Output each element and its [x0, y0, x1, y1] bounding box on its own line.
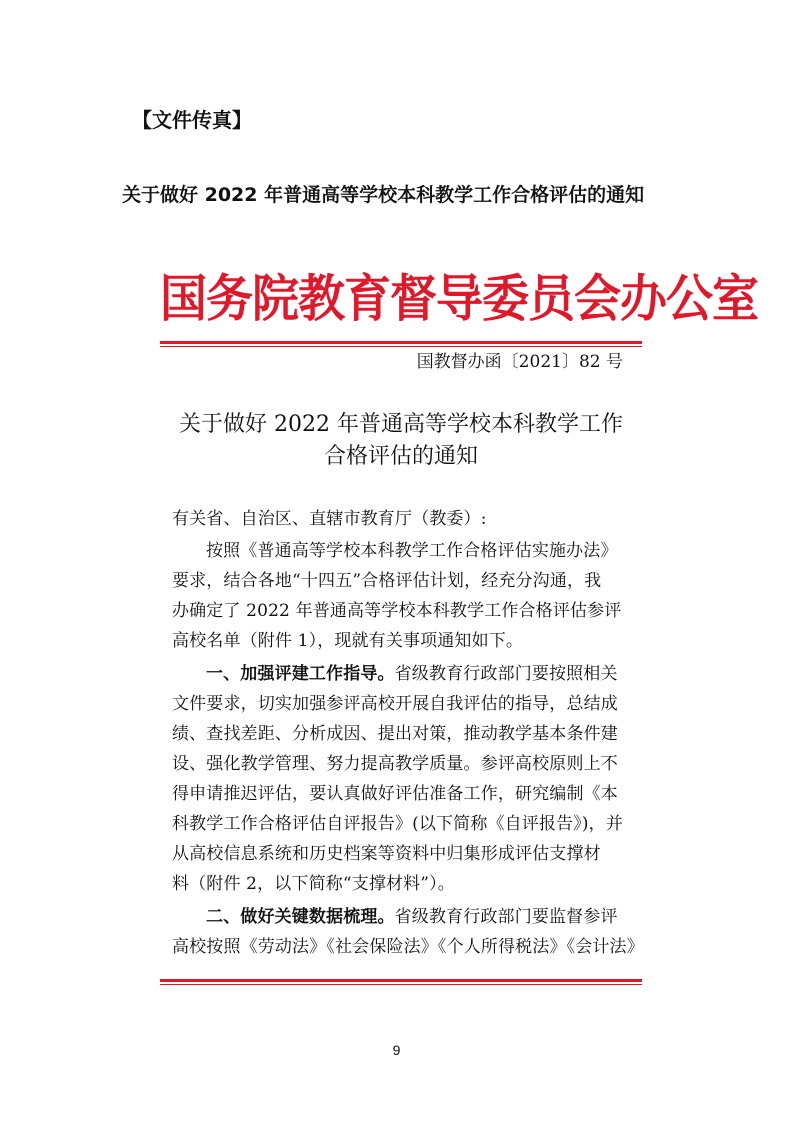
section-1-line: 料（附件 2，以下简称“支撑材料”）。 [172, 874, 455, 894]
footer-red-rule-thin [160, 984, 642, 985]
paragraph-1-line: 高校名单（附件 1），现就有关事项通知如下。 [172, 631, 524, 651]
file-number: 国教督办函〔2021〕82 号 [416, 352, 623, 372]
footer-red-rule [160, 979, 642, 982]
section-1-heading: 一、加强评建工作指导。 [206, 664, 395, 684]
document-heading: 关于做好 2022 年普通高等学校本科教学工作合格评估的通知 [122, 184, 645, 206]
section-1-first-line [206, 662, 618, 686]
letterhead-red-rule-thin [160, 346, 642, 347]
section-1-line: 设、强化教学管理、努力提高教学质量。参评高校原则上不 [172, 754, 618, 774]
salutation: 有关省、自治区、直辖市教育厅（教委）: [172, 509, 487, 529]
paragraph-1-line: 按照《普通高等学校本科教学工作合格评估实施办法》 [206, 541, 618, 561]
section-2-line: 高校按照《劳动法》《社会保险法》《个人所得税法》《会计法》 [172, 937, 644, 957]
section-1-line: 省级教育行政部门要按照相关 [394, 664, 618, 684]
section-2-heading: 二、做好关键数据梳理。 [206, 907, 395, 927]
section-1-line: 从高校信息系统和历史档案等资料中归集形成评估支撑材 [172, 844, 601, 864]
section-1-line: 文件要求，切实加强参评高校开展自我评估的指导，总结成 [172, 694, 618, 714]
paragraph-1-line: 办确定了 2022 年普通高等学校本科教学工作合格评估参评 [172, 601, 622, 621]
page-number: 9 [392, 1042, 401, 1058]
letterhead-red-rule [160, 341, 642, 344]
notice-title-line-2: 合格评估的通知 [323, 444, 478, 469]
section-2-first-line [206, 905, 618, 929]
section-1-line: 得申请推迟评估，要认真做好评估准备工作，研究编制《本 [172, 784, 618, 804]
section-2-line: 省级教育行政部门要监督参评 [394, 907, 618, 927]
notice-title-line-1: 关于做好 2022 年普通高等学校本科教学工作 [179, 412, 623, 437]
paragraph-1-line: 要求，结合各地“十四五”合格评估计划，经充分沟通，我 [172, 571, 602, 591]
issuer-letterhead: 国务院教育督导委员会办公室 [160, 269, 758, 330]
section-1-line: 绩、查找差距、分析成因、提出对策，推动教学基本条件建 [172, 724, 618, 744]
section-1-line: 科教学工作合格评估自评报告》(以下简称《自评报告》)，并 [172, 814, 623, 834]
document-label: 【文件传真】 [132, 108, 252, 132]
